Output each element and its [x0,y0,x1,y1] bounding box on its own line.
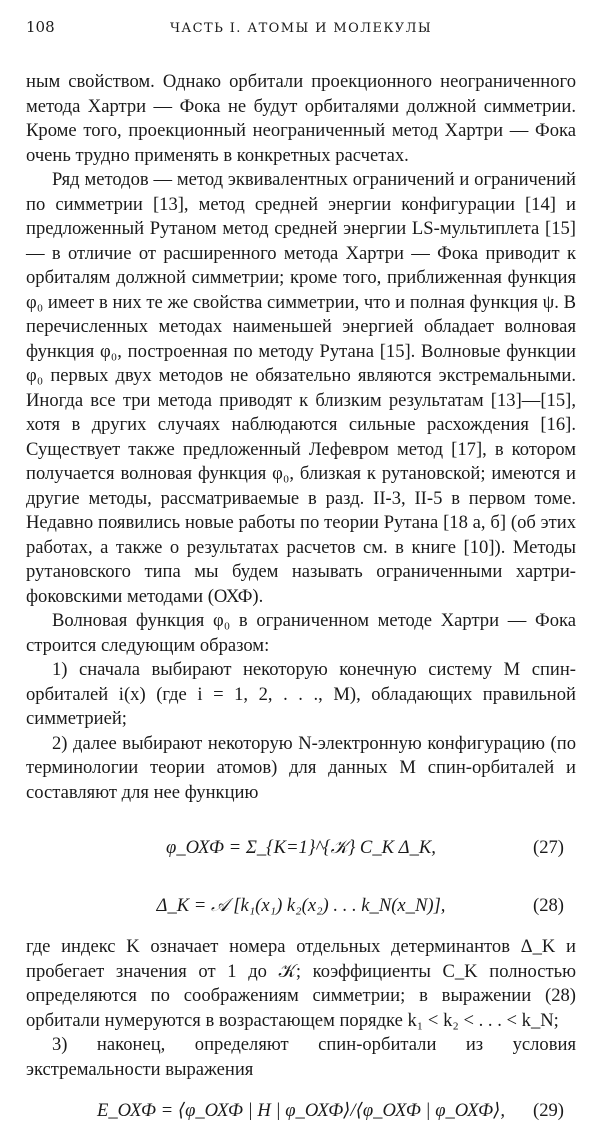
running-head [26,18,576,38]
equation-27 [26,813,576,885]
body-text [26,70,576,1140]
running-title: ЧАСТЬ I. АТОМЫ И МОЛЕКУЛЫ [169,21,433,36]
list-item: 1) сначала выбирают некоторую конечную систему M спин-орбиталей i(x) (где i = 1, 2, . . ., M), обладающих правильной симметрией; [26,659,576,729]
equation-number: (28) [533,895,564,916]
equation-formula: E_ОХФ = ⟨φ_ОХФ | H | φ_ОХФ⟩/⟨φ_ОХФ | φ_ОХФ⟩, [96,1100,506,1121]
equation-28 [26,885,576,935]
equation-number: (29) [533,1100,564,1121]
equation-formula: Δ_K = 𝒜 [k₁(x₁) k₂(x₂) . . . k_N(x_N)], [156,895,446,916]
paragraph: Ряд методов — метод эквивалентных ограничений и ограничений по симметрии [13], метод средней энергии конфигурации [14] и предложенный Рутаном метод средней энергии LS-мультиплета [15] — в отличие от расширенного метода Хартри — Фока приводит к орбиталям должной симметрии; кроме того, приближенная функция φ₀ имеет в них те же свойства симметрии, что и полная функция ψ. В перечисленных методах наименьшей энергией обладает волновая функция φ₀, построенная по методу Рутана [15]. Волновые функции φ₀ первых двух методов не обязательно являются экстремальными. Иногда все три метода приводят к близким результатам [13]—[15], хотя в других случаях наблюдаются сильные расхождения [16]. Существует также предложенный Лефевром метод [17], в котором получается волновая функция φ₀, близкая к рутановской; имеются и другие методы, рассматриваемые в разд. II-3, II-5 в первом томе. Недавно появились новые работы по теории Рутана [18 а, б] (об этих работах, а также о результатах расчетов см. в книге [10]). Методы рутановского типа мы будем называть ограниченными хартри-фоковскими методами (ОХФ). [26,169,576,607]
paragraph: Волновая функция φ₀ в ограниченном методе Хартри — Фока строится следующим образом: [26,610,576,656]
page-number: 108 [26,18,55,36]
list-item: 3) наконец, определяют спин-орбитали из условия экстремальности выражения [26,1034,576,1080]
equation-formula: φ_ОХФ = Σ_{K=1}^{𝒦} C_K Δ_K, [166,837,436,858]
equation-number: (27) [533,837,564,858]
paragraph: ным свойством. Однако орбитали проекционного неограниченного метода Хартри — Фока не будут орбиталями должной симметрии. Кроме того, проекционный неограниченный метод Хартри — Фока очень трудно применять в конкретных расчетах. [26,71,576,166]
equation-29 [26,1090,576,1140]
list-item: 2) далее выбирают некоторую N-электронную конфигурацию (по терминологии теории атомов) для данных M спин-орбиталей и составляют для нее функцию [26,732,576,803]
paragraph: где индекс K означает номера отдельных детерминантов Δ_K и пробегает значения от 1 до 𝒦; коэффициенты C_K полностью определяются по соображениям симметрии; в выражении (28) орбитали нумеруются в возрастающем порядке k₁ < k₂ < . . . < k_N; [26,936,576,1031]
